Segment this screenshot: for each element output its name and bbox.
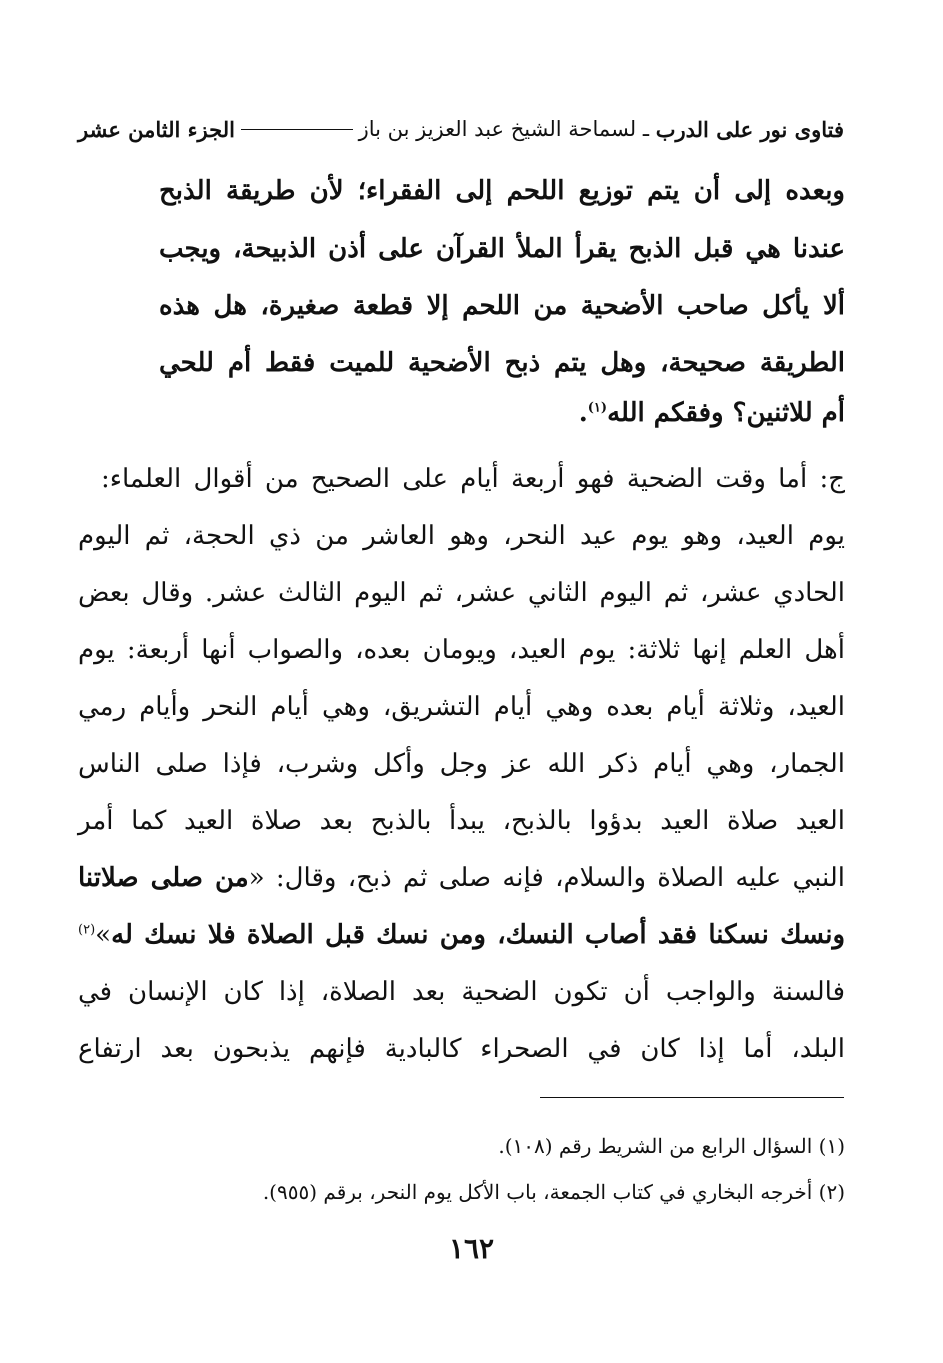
answer-line: الجمار، وهي أيام ذكر الله عز وجل وأكل وشرب، فإذا صلى الناس — [78, 749, 846, 779]
book-title: فتاوى نور على الدرب — [655, 116, 844, 142]
header-dash: ـ — [636, 117, 656, 141]
question-end: . — [578, 398, 588, 428]
footnote-separator — [540, 1097, 844, 1098]
footnote-2: (٢) أخرجه البخاري في كتاب الجمعة، باب الأكل يوم النحر، برقم (٩٥٥). — [262, 1180, 845, 1204]
hadith-text: ونسك نسكنا فقد أصاب النسك، ومن نسك قبل الصلاة فلا نسك له — [111, 920, 845, 950]
answer-line: يوم العيد، وهو يوم عيد النحر، وهو العاشر من ذي الحجة، ثم اليوم — [78, 521, 845, 551]
question-line: ألا يأكل صاحب الأضحية من اللحم إلا قطعة صغيرة، هل هذه — [159, 291, 845, 321]
quote-close: » — [95, 920, 112, 950]
answer-line-hadith-end — [78, 912, 845, 958]
footnote-marker: (٢) — [78, 922, 96, 938]
answer-line: الحادي عشر، ثم اليوم الثاني عشر، ثم اليوم الثالث عشر. وقال بعض — [78, 578, 845, 608]
hadith-text: من صلى صلاتنا — [78, 863, 249, 893]
question-last-line — [159, 390, 845, 436]
page-number: ١٦٢ — [448, 1232, 495, 1265]
question-line: الطريقة صحيحة، وهل يتم ذبح الأضحية للميت فقط أم للحي — [159, 348, 845, 378]
header-rule — [241, 129, 353, 130]
answer-line: فالسنة والواجب أن تكون الضحية بعد الصلاة، إذا كان الإنسان في — [78, 977, 845, 1007]
running-header — [78, 112, 844, 146]
volume-label: الجزء الثامن عشر — [78, 116, 235, 142]
answer-line-hadith-start — [78, 855, 845, 901]
question-line: عندنا هي قبل الذبح يقرأ الملأ القرآن على أذن الذبيحة، ويجب — [159, 234, 845, 264]
answer-line: البلد، أما إذا كان في الصحراء كالبادية فإنهم يذبحون بعد ارتفاع — [78, 1034, 845, 1064]
answer-text: النبي عليه الصلاة والسلام، فإنه صلى ثم ذبح، وقال: « — [248, 863, 845, 893]
answer-line: ج: أما وقت الضحية فهو أربعة أيام على الصحيح من أقوال العلماء: — [101, 464, 845, 494]
answer-line: العيد صلاة العيد بدؤوا بالذبح، يبدأ بالذبح بعد صلاة العيد كما أمر — [78, 806, 845, 836]
question-text: أم للاثنين؟ وفقكم الله — [607, 398, 845, 428]
answer-line: أهل العلم إنها ثلاثة: يوم العيد، ويومان بعده، والصواب أنها أربعة: يوم — [78, 635, 845, 665]
answer-line: العيد، وثلاثة أيام بعده وهي أيام التشريق، وهي أيام النحر وأيام رمي — [78, 692, 845, 722]
footnote-1: (١) السؤال الرابع من الشريط رقم (١٠٨). — [498, 1134, 845, 1158]
author-name: لسماحة الشيخ عبد العزيز بن باز — [358, 117, 637, 141]
question-line: وبعده إلى أن يتم توزيع اللحم إلى الفقراء؛ لأن طريقة الذبح — [159, 176, 845, 206]
footnote-marker: (١) — [587, 400, 608, 416]
